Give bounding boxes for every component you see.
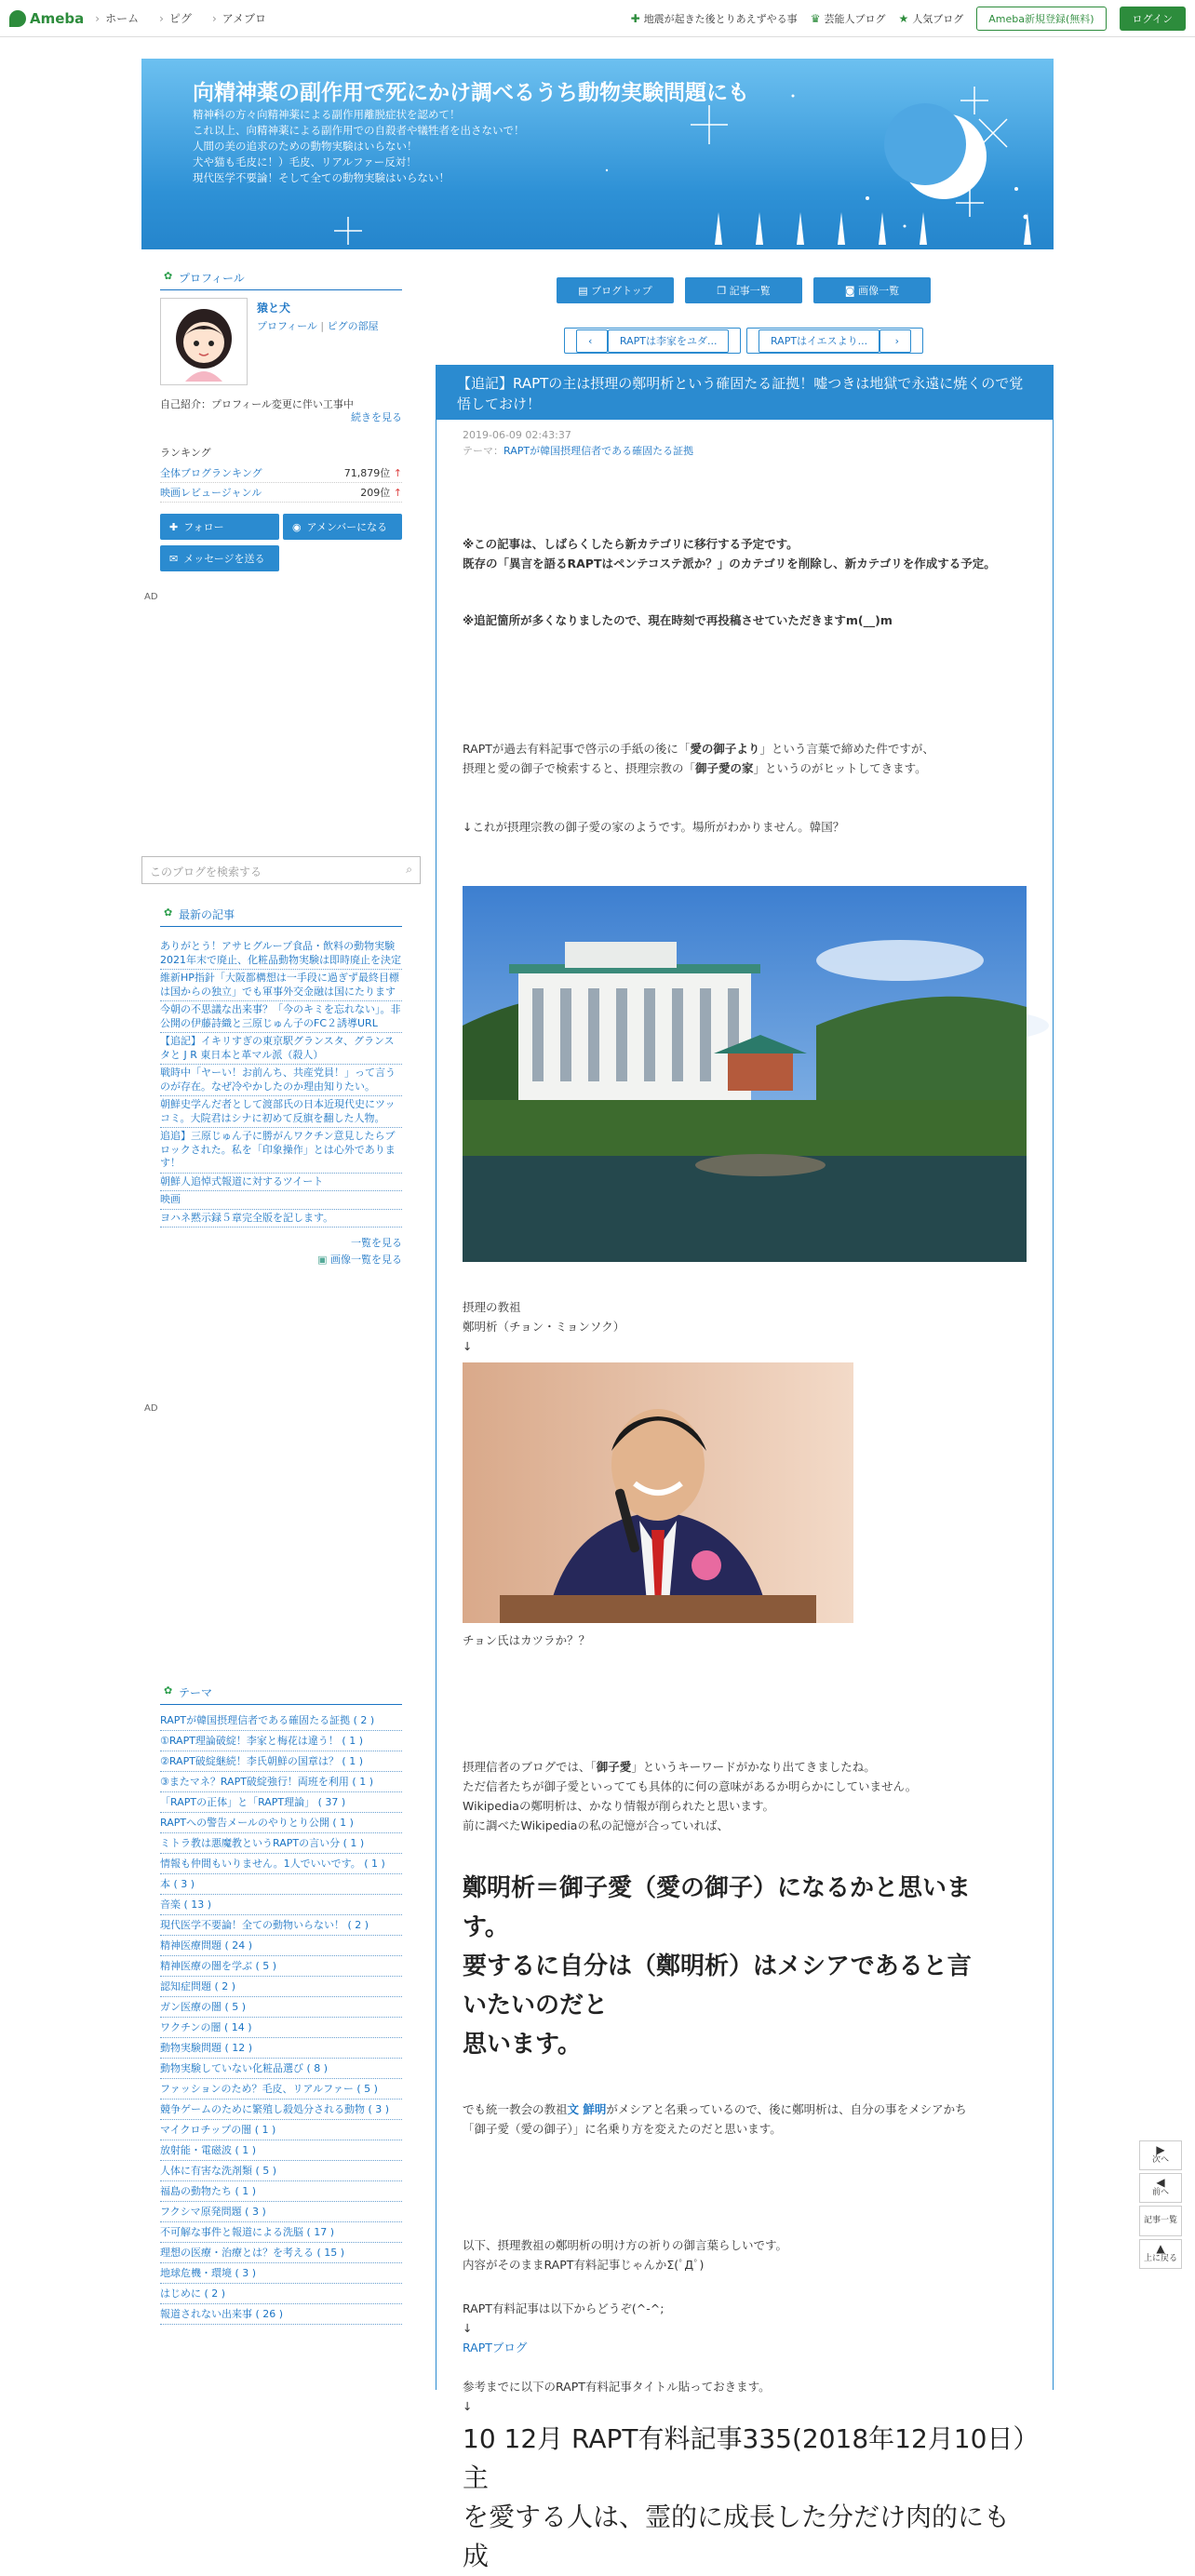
list-item[interactable]: 不可解な事件と報道による洗脳 ( 17 ) bbox=[160, 2222, 402, 2243]
list-item[interactable]: ありがとう！アサヒグループ食品・飲料の動物実験2021年末で廃止、化粧品動物実験は即時廃止を決定 bbox=[160, 938, 402, 970]
theme-heading: ✿ テーマ bbox=[160, 1684, 402, 1705]
list-item[interactable]: 【追記】イキリすぎの東京駅グランスタ、グランスタと J R 東日本と革マル派（殺人） bbox=[160, 1033, 402, 1065]
members-icon: ◉ bbox=[292, 520, 302, 533]
list-item[interactable]: ワクチンの闇 ( 14 ) bbox=[160, 2018, 402, 2038]
list-item[interactable]: 報道されない出来事 ( 26 ) bbox=[160, 2304, 402, 2325]
article-image-portrait[interactable] bbox=[463, 1362, 853, 1623]
list-item[interactable]: 戦時中「ヤーい！お前んち、共産党員！」って言うのが存在。なぜ冷やかしたのか理由知りたい。 bbox=[160, 1065, 402, 1096]
list-item[interactable]: 情報も仲間もいりません。1人でいいです。 ( 1 ) bbox=[160, 1854, 402, 1874]
list-item[interactable]: 放射能・電磁波 ( 1 ) bbox=[160, 2140, 402, 2161]
rank-genre-link[interactable]: 映画レビュージャンル bbox=[160, 487, 262, 499]
login-button[interactable]: ログイン bbox=[1120, 7, 1186, 31]
list-item[interactable]: ③またマネ？RAPT破綻強行！両班を利用 ( 1 ) bbox=[160, 1772, 402, 1792]
highlight-text: 鄭明析＝御子愛（愛の御子）になるかと思いま す。 要するに自分は（鄭明析）はメシアであると言 いたいのだと 思います。 bbox=[463, 1874, 972, 2059]
send-message-button[interactable]: ✉ メッセージを送る bbox=[160, 545, 279, 571]
article-list-rail-button[interactable]: 記事一覧 bbox=[1139, 2206, 1182, 2236]
list-item[interactable]: 音楽 ( 13 ) bbox=[160, 1895, 402, 1915]
nav-home[interactable]: › ホーム bbox=[95, 10, 139, 26]
list-item[interactable]: RAPTへの警告メールのやりとり公開 ( 1 ) bbox=[160, 1813, 402, 1833]
blog-header-banner[interactable] bbox=[141, 59, 1054, 249]
list-item[interactable]: 本 ( 3 ) bbox=[160, 1874, 402, 1895]
list-item[interactable]: 現代医学不要論！全ての動物いらない！ ( 2 ) bbox=[160, 1915, 402, 1936]
list-item[interactable]: 維新HP指針「大阪都構想は一手段に過ぎず最終目標は国からの独立」でも軍事外交金融は国にたります bbox=[160, 970, 402, 1001]
article: 【追記】RAPTの主は摂理の鄭明析という確固たる証拠！嘘つきは地獄で永遠に焼くので覚悟しておけ！ 2019-06-09 02:43:37 テーマ：RAPTが韓国摂理信者である確固たる証拠 ※この記事は、しばらくしたら新カテゴリに移行する予定です。 既存の「異言を語るRAPTはペンテコステ派か？」のカテゴリを削除し、新カテゴリを作成する予定。 ※追記箇所が多くなりましたので、現在時刻で再投稿させていただきますm(__)m RAPTが過去有料記事で啓示の手紙の後に「愛の御子より」という言葉で締めた件ですが、 摂理と愛の御子で検索すると、摂理宗教の「御子愛の家」というのがヒットしてきます。 ↓これが摂理宗教の御子愛の家のようです。場所がわかりません。韓国？ 摂理の教祖 鄭明析（チョン・ミョンソク） ↓ チョン氏はカツラか？？ 摂理信者のブログでは、「御子愛」というキーワードがかなり出てきましたね。 ただ信者たちが御子愛といってても具体的に何の意味があるか明らかにしていません。 Wikipediaの鄭明析は、かなり情報が削られたと思います。 前に調べたWikipediaの私の記憶が合っていれば、 鄭明析＝御子愛（愛の御子）になるかと思いま す。 要するに自分は（鄭明析）はメシアであると言 いたいのだと 思います。 でも統一教会の教祖文 鮮明がメシアと名乗っているので、後に鄭明析は、自分の事をメシアかち 「御子愛（愛の御子）」に名乗り方を変えたのだと思います。 以下、摂理教祖の鄭明析の明け方の祈りの御言葉らしいです。 内容がそのままRAPT有料記事じゃんかΣ(ﾟДﾟ) RAPT有料記事は以下からどうぞ(^-^; ↓ RAPTブログ 参考までに以下のRAPT有料記事タイトル貼っておきます。 ↓ 10 12月 RAPT有料記事335(2018年12月10日）主 を愛する人は、霊的に成長した分だけ肉的にも成 bbox=[436, 365, 1054, 2390]
nav-pig[interactable]: › ピグ bbox=[159, 10, 192, 26]
post-pager bbox=[564, 328, 923, 354]
flower-icon: ✿ bbox=[164, 906, 173, 919]
list-item[interactable]: 理想の医療・治療とは？を考える ( 15 ) bbox=[160, 2243, 402, 2263]
rank-overall-link[interactable]: 全体ブログランキング bbox=[160, 467, 262, 479]
ad-label: AD bbox=[144, 592, 158, 602]
arrow-up-icon: ▲ bbox=[1156, 2242, 1165, 2255]
ad-label: AD bbox=[144, 1403, 158, 1414]
theme-list bbox=[160, 1711, 402, 2325]
top-nav bbox=[95, 10, 266, 26]
list-item[interactable]: 今朝の不思議な出来事？「今のキミを忘れない」。非公開の伊藤詩織と三原じゅん子のFC２誘導URL bbox=[160, 1001, 402, 1033]
image-list-button[interactable]: ◙ 画像一覧 bbox=[813, 277, 931, 303]
pig-room-link[interactable]: ピグの部屋 bbox=[327, 320, 379, 332]
profile-link[interactable]: プロフィール bbox=[257, 320, 317, 332]
mail-icon: ✉ bbox=[169, 552, 179, 565]
chevron-left-icon: ‹ bbox=[576, 329, 608, 353]
earthquake-link[interactable]: ✚ 地震が起きた後とりあえずやる事 bbox=[630, 11, 798, 25]
plus-icon: ✚ bbox=[169, 520, 179, 533]
next-button[interactable]: ▶ 次へ bbox=[1139, 2140, 1182, 2170]
list-item[interactable]: はじめに ( 2 ) bbox=[160, 2284, 402, 2304]
search-icon[interactable]: ⌕ bbox=[406, 863, 412, 876]
avatar-girl-illustration bbox=[167, 302, 241, 382]
read-more-link[interactable]: 続きを見る bbox=[351, 411, 402, 423]
nav-ameblo[interactable]: › アメブロ bbox=[212, 10, 266, 26]
building-photo bbox=[463, 886, 1027, 1262]
quoted-title: 10 12月 RAPT有料記事335(2018年12月10日）主 を愛する人は、霊的に成長した分だけ肉的にも成 bbox=[463, 2423, 1027, 2571]
view-images-link[interactable]: ▣ 画像一覧を見る bbox=[317, 1254, 402, 1266]
list-item[interactable]: 追追】三原じゅん子に勝がんワクチン意見したらブロックされた。私を「印象操作」とは心外であります！ bbox=[160, 1128, 402, 1174]
list-item[interactable]: 動物実験問題 ( 12 ) bbox=[160, 2038, 402, 2059]
profile-links: プロフィール | ピグの部屋 bbox=[257, 320, 379, 332]
copy-icon: ❐ bbox=[717, 285, 730, 297]
ranking-row bbox=[160, 483, 402, 503]
star-icon: ★ bbox=[898, 11, 909, 25]
plus-icon: ✚ bbox=[630, 11, 640, 25]
article-title[interactable]: 【追記】RAPTの主は摂理の鄭明析という確固たる証拠！嘘つきは地獄で永遠に焼くので覚悟しておけ！ bbox=[436, 366, 1053, 420]
list-item[interactable]: 精神医療の闇を学ぶ ( 5 ) bbox=[160, 1956, 402, 1977]
recent-articles-list bbox=[160, 938, 402, 1267]
floating-nav bbox=[1139, 2140, 1182, 2272]
ranking-row bbox=[160, 463, 402, 483]
list-item[interactable]: 人体に有害な洗剤類 ( 5 ) bbox=[160, 2161, 402, 2181]
rank-overall-value: 71,879位 bbox=[343, 467, 391, 479]
register-button[interactable]: Ameba新規登録(無料) bbox=[976, 7, 1106, 31]
image-icon: ▣ bbox=[317, 1254, 330, 1266]
list-item[interactable]: 朝鮮人追悼式報道に対するツイート bbox=[160, 1174, 402, 1192]
arrow-left-icon: ◀ bbox=[1156, 2176, 1165, 2189]
list-item[interactable]: ②RAPT破綻継続！李氏朝鮮の国章は？ ( 1 ) bbox=[160, 1751, 402, 1772]
list-item[interactable]: ヨハネ黙示録５章完全版を記します。 bbox=[160, 1210, 402, 1228]
list-item[interactable]: フクシマ原発問題 ( 3 ) bbox=[160, 2202, 402, 2222]
prev-post-button[interactable]: ‹ RAPTは李家をユダ... bbox=[564, 328, 741, 354]
rank-up-icon: ↑ bbox=[390, 487, 402, 499]
list-item[interactable]: ①RAPT理論破綻！李家と梅花は違う！ ( 1 ) bbox=[160, 1731, 402, 1751]
article-theme: テーマ：RAPTが韓国摂理信者である確固たる証拠 bbox=[463, 445, 694, 457]
blog-title[interactable]: 向精神薬の副作用で死にかけ調べるうち動物実験問題にも bbox=[193, 81, 749, 105]
next-post-button[interactable]: RAPTはイエスより... › bbox=[746, 328, 923, 354]
ameba-logo[interactable]: Ameba bbox=[9, 10, 84, 27]
flower-icon: ✿ bbox=[164, 270, 173, 282]
moon-link[interactable]: 文 鮮明 bbox=[567, 2102, 607, 2116]
ameba-leaf-icon bbox=[9, 10, 26, 27]
article-date: 2019-06-09 02:43:37 bbox=[463, 429, 571, 441]
recent-articles-heading: ✿ 最新の記事 bbox=[160, 906, 402, 927]
blog-nav-buttons bbox=[557, 277, 931, 303]
profile-name[interactable]: 猿と犬 bbox=[257, 302, 291, 315]
rapt-blog-link[interactable]: RAPTブログ bbox=[463, 2341, 528, 2355]
document-icon: ▤ bbox=[578, 285, 592, 297]
camera-icon: ◙ bbox=[844, 285, 859, 297]
list-item[interactable]: 精神医療問題 ( 24 ) bbox=[160, 1936, 402, 1956]
ameba-header bbox=[0, 0, 1195, 37]
ranking-heading: ランキング bbox=[160, 447, 211, 459]
profile-heading: ✿ プロフィール bbox=[160, 270, 402, 290]
celebrity-blog-link[interactable]: ♛ 芸能人ブログ bbox=[810, 11, 886, 25]
list-item[interactable]: ミトラ教は悪魔教というRAPTの言い分 ( 1 ) bbox=[160, 1833, 402, 1854]
theme-link[interactable]: RAPTが韓国摂理信者である確固たる証拠 bbox=[504, 445, 694, 457]
blog-top-button[interactable]: ▤ ブログトップ bbox=[557, 277, 674, 303]
list-item[interactable]: マイクロチップの闇 ( 1 ) bbox=[160, 2120, 402, 2140]
blog-description: 精神科の方々向精神薬による副作用離脱症状を認めて！ これ以上、向精神薬による副作用での自殺者や犠牲者を出さないで！ 人間の美の追求のための動物実験はいらない！ 犬や猫も毛皮に！）毛皮、リアルファー反対！ 現代医学不要論！そして全ての動物実験はいらない！ bbox=[193, 108, 525, 184]
become-member-button[interactable]: ◉ アメンバーになる bbox=[283, 514, 402, 540]
list-item[interactable]: 動物実験していない化粧品選び ( 8 ) bbox=[160, 2059, 402, 2079]
arrow-right-icon: ▶ bbox=[1156, 2143, 1165, 2156]
rank-genre-value: 209位 bbox=[360, 487, 391, 499]
sidebar bbox=[141, 270, 421, 2320]
follow-button[interactable]: ✚ フォロー bbox=[160, 514, 279, 540]
list-item[interactable]: 映画 bbox=[160, 1191, 402, 1210]
profile-action-buttons bbox=[160, 514, 404, 571]
prev-button[interactable]: ◀ 前へ bbox=[1139, 2173, 1182, 2203]
article-list-button[interactable]: ❐ 記事一覧 bbox=[685, 277, 802, 303]
list-item[interactable]: 朝鮮史学んだ者として渡部氏の日本近現代史にツッコミ。大院君はシナに初めて反旗を翻した人物。 bbox=[160, 1096, 402, 1128]
profile-block bbox=[160, 298, 379, 385]
popular-blog-link[interactable]: ★ 人気ブログ bbox=[898, 11, 964, 25]
self-intro: 自己紹介：プロフィール変更に伴い工事中 bbox=[160, 398, 354, 410]
list-item[interactable]: 「RAPTの正体」と「RAPT理論」 ( 37 ) bbox=[160, 1792, 402, 1813]
flower-icon: ✿ bbox=[164, 1684, 173, 1697]
rank-up-icon: ↑ bbox=[390, 467, 402, 479]
list-item[interactable]: ガン医療の闇 ( 5 ) bbox=[160, 1997, 402, 2018]
list-item[interactable]: 競争ゲームのために繁殖し殺処分される動物 ( 3 ) bbox=[160, 2100, 402, 2120]
chevron-right-icon: › bbox=[879, 329, 911, 353]
crown-icon: ♛ bbox=[810, 11, 821, 25]
avatar[interactable] bbox=[160, 298, 248, 385]
list-item[interactable]: 認知症問題 ( 2 ) bbox=[160, 1977, 402, 1997]
portrait-photo bbox=[463, 1362, 853, 1623]
back-to-top-button[interactable]: ▲ 上に戻る bbox=[1139, 2239, 1182, 2269]
list-item[interactable]: ファッションのため？毛皮、リアルファー ( 5 ) bbox=[160, 2079, 402, 2100]
list-item[interactable]: RAPTが韓国摂理信者である確固たる証拠 ( 2 ) bbox=[160, 1711, 402, 1731]
article-image-building[interactable] bbox=[463, 886, 1027, 1262]
blog-search-input[interactable]: このブログを検索する ⌕ bbox=[141, 856, 421, 884]
ranking-block bbox=[160, 445, 402, 503]
list-item[interactable]: 地球危機・環境 ( 3 ) bbox=[160, 2263, 402, 2284]
view-list-link[interactable]: 一覧を見る bbox=[351, 1237, 402, 1249]
list-item[interactable]: 福島の動物たち ( 1 ) bbox=[160, 2181, 402, 2202]
